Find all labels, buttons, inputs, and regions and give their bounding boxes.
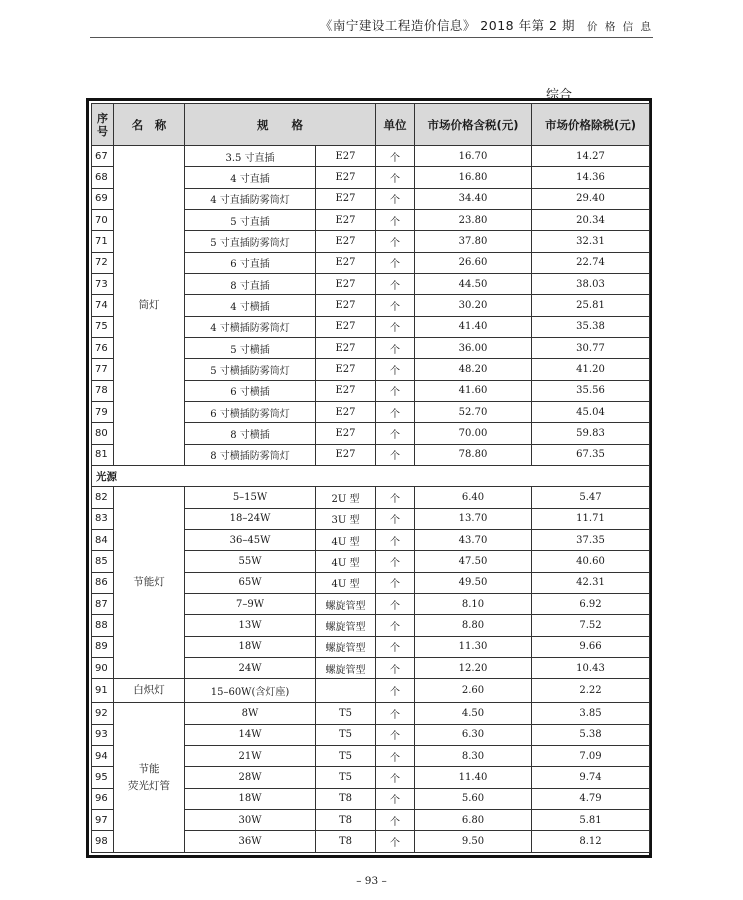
cell-spec: 5–15W <box>185 487 316 508</box>
cell-model: E27 <box>316 273 376 294</box>
cell-seq: 68 <box>92 167 114 188</box>
cell-spec: 18–24W <box>185 508 316 529</box>
cell-unit: 个 <box>376 316 415 337</box>
cell-model: T8 <box>316 788 376 809</box>
cell-model: 4U 型 <box>316 572 376 593</box>
col-header-spec: 规 格 <box>185 104 376 146</box>
cell-model: E27 <box>316 252 376 273</box>
cell-unit: 个 <box>376 401 415 422</box>
cell-model: 4U 型 <box>316 551 376 572</box>
cell-seq: 85 <box>92 551 114 572</box>
cell-price-tax: 36.00 <box>415 337 532 358</box>
table-row <box>92 487 650 508</box>
cell-model: T5 <box>316 745 376 766</box>
cell-price-tax: 49.50 <box>415 572 532 593</box>
cell-unit: 个 <box>376 359 415 380</box>
cell-unit: 个 <box>376 209 415 230</box>
cell-price-tax: 41.60 <box>415 380 532 401</box>
cell-seq: 80 <box>92 423 114 444</box>
cell-spec: 65W <box>185 572 316 593</box>
cell-model: E27 <box>316 167 376 188</box>
item-name-text: 节能灯 <box>133 576 165 589</box>
cell-price-tax: 78.80 <box>415 444 532 465</box>
cell-model: 螺旋管型 <box>316 593 376 614</box>
cell-spec: 55W <box>185 551 316 572</box>
cell-seq: 81 <box>92 444 114 465</box>
cell-unit: 个 <box>376 252 415 273</box>
col-header-name: 名 称 <box>114 104 185 146</box>
cell-model: E27 <box>316 188 376 209</box>
cell-seq: 70 <box>92 209 114 230</box>
cell-model: E27 <box>316 295 376 316</box>
cell-spec: 15–60W(含灯座) <box>185 679 316 703</box>
cell-price-notax: 11.71 <box>532 508 650 529</box>
cell-unit: 个 <box>376 295 415 316</box>
cell-unit: 个 <box>376 423 415 444</box>
cell-seq: 67 <box>92 146 114 167</box>
price-table-frame <box>86 98 652 858</box>
cell-unit: 个 <box>376 273 415 294</box>
cell-spec: 4 寸直插防雾筒灯 <box>185 188 316 209</box>
cell-model: 螺旋管型 <box>316 615 376 636</box>
cell-seq: 89 <box>92 636 114 657</box>
cell-price-notax: 5.81 <box>532 809 650 830</box>
cell-price-tax: 5.60 <box>415 788 532 809</box>
cell-spec: 6 寸横插 <box>185 380 316 401</box>
cell-price-notax: 41.20 <box>532 359 650 380</box>
cell-model: T8 <box>316 809 376 830</box>
cell-model: T8 <box>316 831 376 853</box>
cell-price-notax: 29.40 <box>532 188 650 209</box>
item-name-text: 筒灯 <box>138 298 160 311</box>
cell-price-notax: 10.43 <box>532 657 650 678</box>
cell-spec: 3.5 寸直插 <box>185 146 316 167</box>
cell-price-tax: 8.10 <box>415 593 532 614</box>
cell-spec: 8 寸横插 <box>185 423 316 444</box>
cell-price-tax: 41.40 <box>415 316 532 337</box>
cell-unit: 个 <box>376 572 415 593</box>
cell-price-tax: 13.70 <box>415 508 532 529</box>
page-number: – 93 – <box>356 875 387 887</box>
cell-unit: 个 <box>376 679 415 703</box>
cell-unit: 个 <box>376 380 415 401</box>
cell-model: E27 <box>316 359 376 380</box>
cell-model: E27 <box>316 444 376 465</box>
cell-seq: 74 <box>92 295 114 316</box>
running-header <box>90 16 653 36</box>
table-row <box>92 146 650 167</box>
cell-price-tax: 30.20 <box>415 295 532 316</box>
cell-seq: 93 <box>92 724 114 745</box>
cell-price-notax: 35.38 <box>532 316 650 337</box>
cell-seq: 79 <box>92 401 114 422</box>
cell-seq: 71 <box>92 231 114 252</box>
cell-unit: 个 <box>376 337 415 358</box>
cell-price-tax: 16.70 <box>415 146 532 167</box>
cell-model: T5 <box>316 703 376 724</box>
cell-price-tax: 12.20 <box>415 657 532 678</box>
cell-unit: 个 <box>376 657 415 678</box>
cell-price-tax: 6.40 <box>415 487 532 508</box>
cell-price-tax: 37.80 <box>415 231 532 252</box>
cell-price-notax: 32.31 <box>532 231 650 252</box>
cell-spec: 8W <box>185 703 316 724</box>
cell-model: E27 <box>316 401 376 422</box>
cell-price-tax: 6.30 <box>415 724 532 745</box>
cell-seq: 95 <box>92 767 114 788</box>
cell-price-notax: 22.74 <box>532 252 650 273</box>
cell-price-tax: 4.50 <box>415 703 532 724</box>
cell-model: E27 <box>316 337 376 358</box>
cell-spec: 6 寸横插防雾筒灯 <box>185 401 316 422</box>
cell-model: 3U 型 <box>316 508 376 529</box>
section-label: 光源 <box>92 465 650 486</box>
cell-model: T5 <box>316 724 376 745</box>
cell-spec: 5 寸横插防雾筒灯 <box>185 359 316 380</box>
cell-spec: 4 寸横插防雾筒灯 <box>185 316 316 337</box>
cell-price-notax: 59.83 <box>532 423 650 444</box>
cell-price-notax: 25.81 <box>532 295 650 316</box>
table-row <box>92 679 650 703</box>
cell-seq: 75 <box>92 316 114 337</box>
cell-model: E27 <box>316 423 376 444</box>
cell-price-notax: 5.47 <box>532 487 650 508</box>
cell-item-name <box>114 679 185 703</box>
cell-unit: 个 <box>376 831 415 853</box>
cell-price-notax: 38.03 <box>532 273 650 294</box>
cell-price-notax: 6.92 <box>532 593 650 614</box>
cell-spec: 5 寸直插防雾筒灯 <box>185 231 316 252</box>
cell-item-name <box>114 487 185 679</box>
cell-price-notax: 14.27 <box>532 146 650 167</box>
cell-seq: 84 <box>92 529 114 550</box>
cell-seq: 72 <box>92 252 114 273</box>
cell-price-notax: 5.38 <box>532 724 650 745</box>
cell-model <box>316 679 376 703</box>
cell-seq: 88 <box>92 615 114 636</box>
cell-unit: 个 <box>376 788 415 809</box>
cell-model: 4U 型 <box>316 529 376 550</box>
cell-unit: 个 <box>376 767 415 788</box>
cell-seq: 77 <box>92 359 114 380</box>
cell-price-notax: 8.12 <box>532 831 650 853</box>
cell-price-notax: 37.35 <box>532 529 650 550</box>
cell-seq: 73 <box>92 273 114 294</box>
cell-price-notax: 35.56 <box>532 380 650 401</box>
cell-seq: 98 <box>92 831 114 853</box>
cell-spec: 7–9W <box>185 593 316 614</box>
cell-unit: 个 <box>376 508 415 529</box>
cell-price-notax: 30.77 <box>532 337 650 358</box>
cell-spec: 18W <box>185 636 316 657</box>
category-label: 综合 <box>546 88 573 103</box>
cell-price-tax: 8.30 <box>415 745 532 766</box>
cell-spec: 28W <box>185 767 316 788</box>
cell-price-tax: 47.50 <box>415 551 532 572</box>
price-table <box>91 103 650 853</box>
cell-price-notax: 40.60 <box>532 551 650 572</box>
cell-spec: 36–45W <box>185 529 316 550</box>
cell-price-notax: 9.66 <box>532 636 650 657</box>
cell-price-tax: 6.80 <box>415 809 532 830</box>
header-rule <box>90 37 653 38</box>
cell-unit: 个 <box>376 809 415 830</box>
cell-price-tax: 2.60 <box>415 679 532 703</box>
cell-price-tax: 16.80 <box>415 167 532 188</box>
cell-price-tax: 48.20 <box>415 359 532 380</box>
cell-unit: 个 <box>376 188 415 209</box>
cell-unit: 个 <box>376 167 415 188</box>
cell-spec: 4 寸横插 <box>185 295 316 316</box>
cell-spec: 5 寸直插 <box>185 209 316 230</box>
cell-model: E27 <box>316 380 376 401</box>
cell-seq: 96 <box>92 788 114 809</box>
cell-seq: 94 <box>92 745 114 766</box>
col-header-price-notax: 市场价格除税(元) <box>532 104 650 146</box>
cell-spec: 8 寸直插 <box>185 273 316 294</box>
cell-spec: 6 寸直插 <box>185 252 316 273</box>
cell-price-notax: 7.09 <box>532 745 650 766</box>
cell-seq: 91 <box>92 679 114 703</box>
cell-item-name <box>114 146 185 466</box>
cell-unit: 个 <box>376 231 415 252</box>
table-row <box>92 703 650 724</box>
cell-spec: 36W <box>185 831 316 853</box>
cell-model: T5 <box>316 767 376 788</box>
cell-seq: 76 <box>92 337 114 358</box>
cell-price-tax: 8.80 <box>415 615 532 636</box>
section-row <box>92 465 650 486</box>
cell-seq: 90 <box>92 657 114 678</box>
cell-seq: 92 <box>92 703 114 724</box>
cell-price-tax: 34.40 <box>415 188 532 209</box>
cell-price-notax: 7.52 <box>532 615 650 636</box>
cell-price-tax: 11.40 <box>415 767 532 788</box>
cell-spec: 5 寸横插 <box>185 337 316 358</box>
cell-price-notax: 45.04 <box>532 401 650 422</box>
cell-item-name <box>114 703 185 853</box>
cell-unit: 个 <box>376 146 415 167</box>
table-body <box>92 146 650 853</box>
cell-spec: 14W <box>185 724 316 745</box>
cell-price-tax: 44.50 <box>415 273 532 294</box>
cell-spec: 30W <box>185 809 316 830</box>
cell-spec: 24W <box>185 657 316 678</box>
cell-price-tax: 11.30 <box>415 636 532 657</box>
cell-unit: 个 <box>376 745 415 766</box>
col-header-seq <box>92 104 114 146</box>
cell-spec: 4 寸直插 <box>185 167 316 188</box>
section-title: 价 格 信 息 <box>586 21 653 33</box>
cell-unit: 个 <box>376 551 415 572</box>
cell-price-tax: 23.80 <box>415 209 532 230</box>
cell-spec: 18W <box>185 788 316 809</box>
cell-model: E27 <box>316 231 376 252</box>
cell-price-notax: 2.22 <box>532 679 650 703</box>
cell-seq: 83 <box>92 508 114 529</box>
cell-model: E27 <box>316 146 376 167</box>
cell-unit: 个 <box>376 487 415 508</box>
cell-price-notax: 14.36 <box>532 167 650 188</box>
table-header-row <box>92 104 650 146</box>
col-header-seq-text: 序号 <box>97 111 108 138</box>
cell-model: 2U 型 <box>316 487 376 508</box>
cell-seq: 82 <box>92 487 114 508</box>
cell-model: 螺旋管型 <box>316 657 376 678</box>
cell-spec: 8 寸横插防雾筒灯 <box>185 444 316 465</box>
cell-unit: 个 <box>376 593 415 614</box>
cell-price-tax: 70.00 <box>415 423 532 444</box>
col-header-price-tax: 市场价格含税(元) <box>415 104 532 146</box>
publication-title: 《南宁建设工程造价信息》 2018 年第 2 期 <box>319 18 575 33</box>
cell-seq: 86 <box>92 572 114 593</box>
cell-seq: 69 <box>92 188 114 209</box>
cell-model: E27 <box>316 209 376 230</box>
cell-price-tax: 52.70 <box>415 401 532 422</box>
cell-unit: 个 <box>376 444 415 465</box>
cell-price-notax: 42.31 <box>532 572 650 593</box>
cell-price-notax: 4.79 <box>532 788 650 809</box>
cell-spec: 13W <box>185 615 316 636</box>
cell-price-notax: 67.35 <box>532 444 650 465</box>
cell-seq: 97 <box>92 809 114 830</box>
cell-seq: 87 <box>92 593 114 614</box>
cell-unit: 个 <box>376 529 415 550</box>
col-header-unit: 单位 <box>376 104 415 146</box>
cell-price-tax: 26.60 <box>415 252 532 273</box>
cell-unit: 个 <box>376 615 415 636</box>
cell-model: 螺旋管型 <box>316 636 376 657</box>
cell-price-tax: 9.50 <box>415 831 532 853</box>
item-name-text: 节能 荧光灯管 <box>128 762 170 792</box>
cell-unit: 个 <box>376 703 415 724</box>
cell-unit: 个 <box>376 724 415 745</box>
cell-model: E27 <box>316 316 376 337</box>
cell-price-notax: 9.74 <box>532 767 650 788</box>
cell-price-tax: 43.70 <box>415 529 532 550</box>
item-name-text: 白炽灯 <box>133 684 165 697</box>
cell-spec: 21W <box>185 745 316 766</box>
cell-seq: 78 <box>92 380 114 401</box>
cell-price-notax: 3.85 <box>532 703 650 724</box>
cell-price-notax: 20.34 <box>532 209 650 230</box>
cell-unit: 个 <box>376 636 415 657</box>
